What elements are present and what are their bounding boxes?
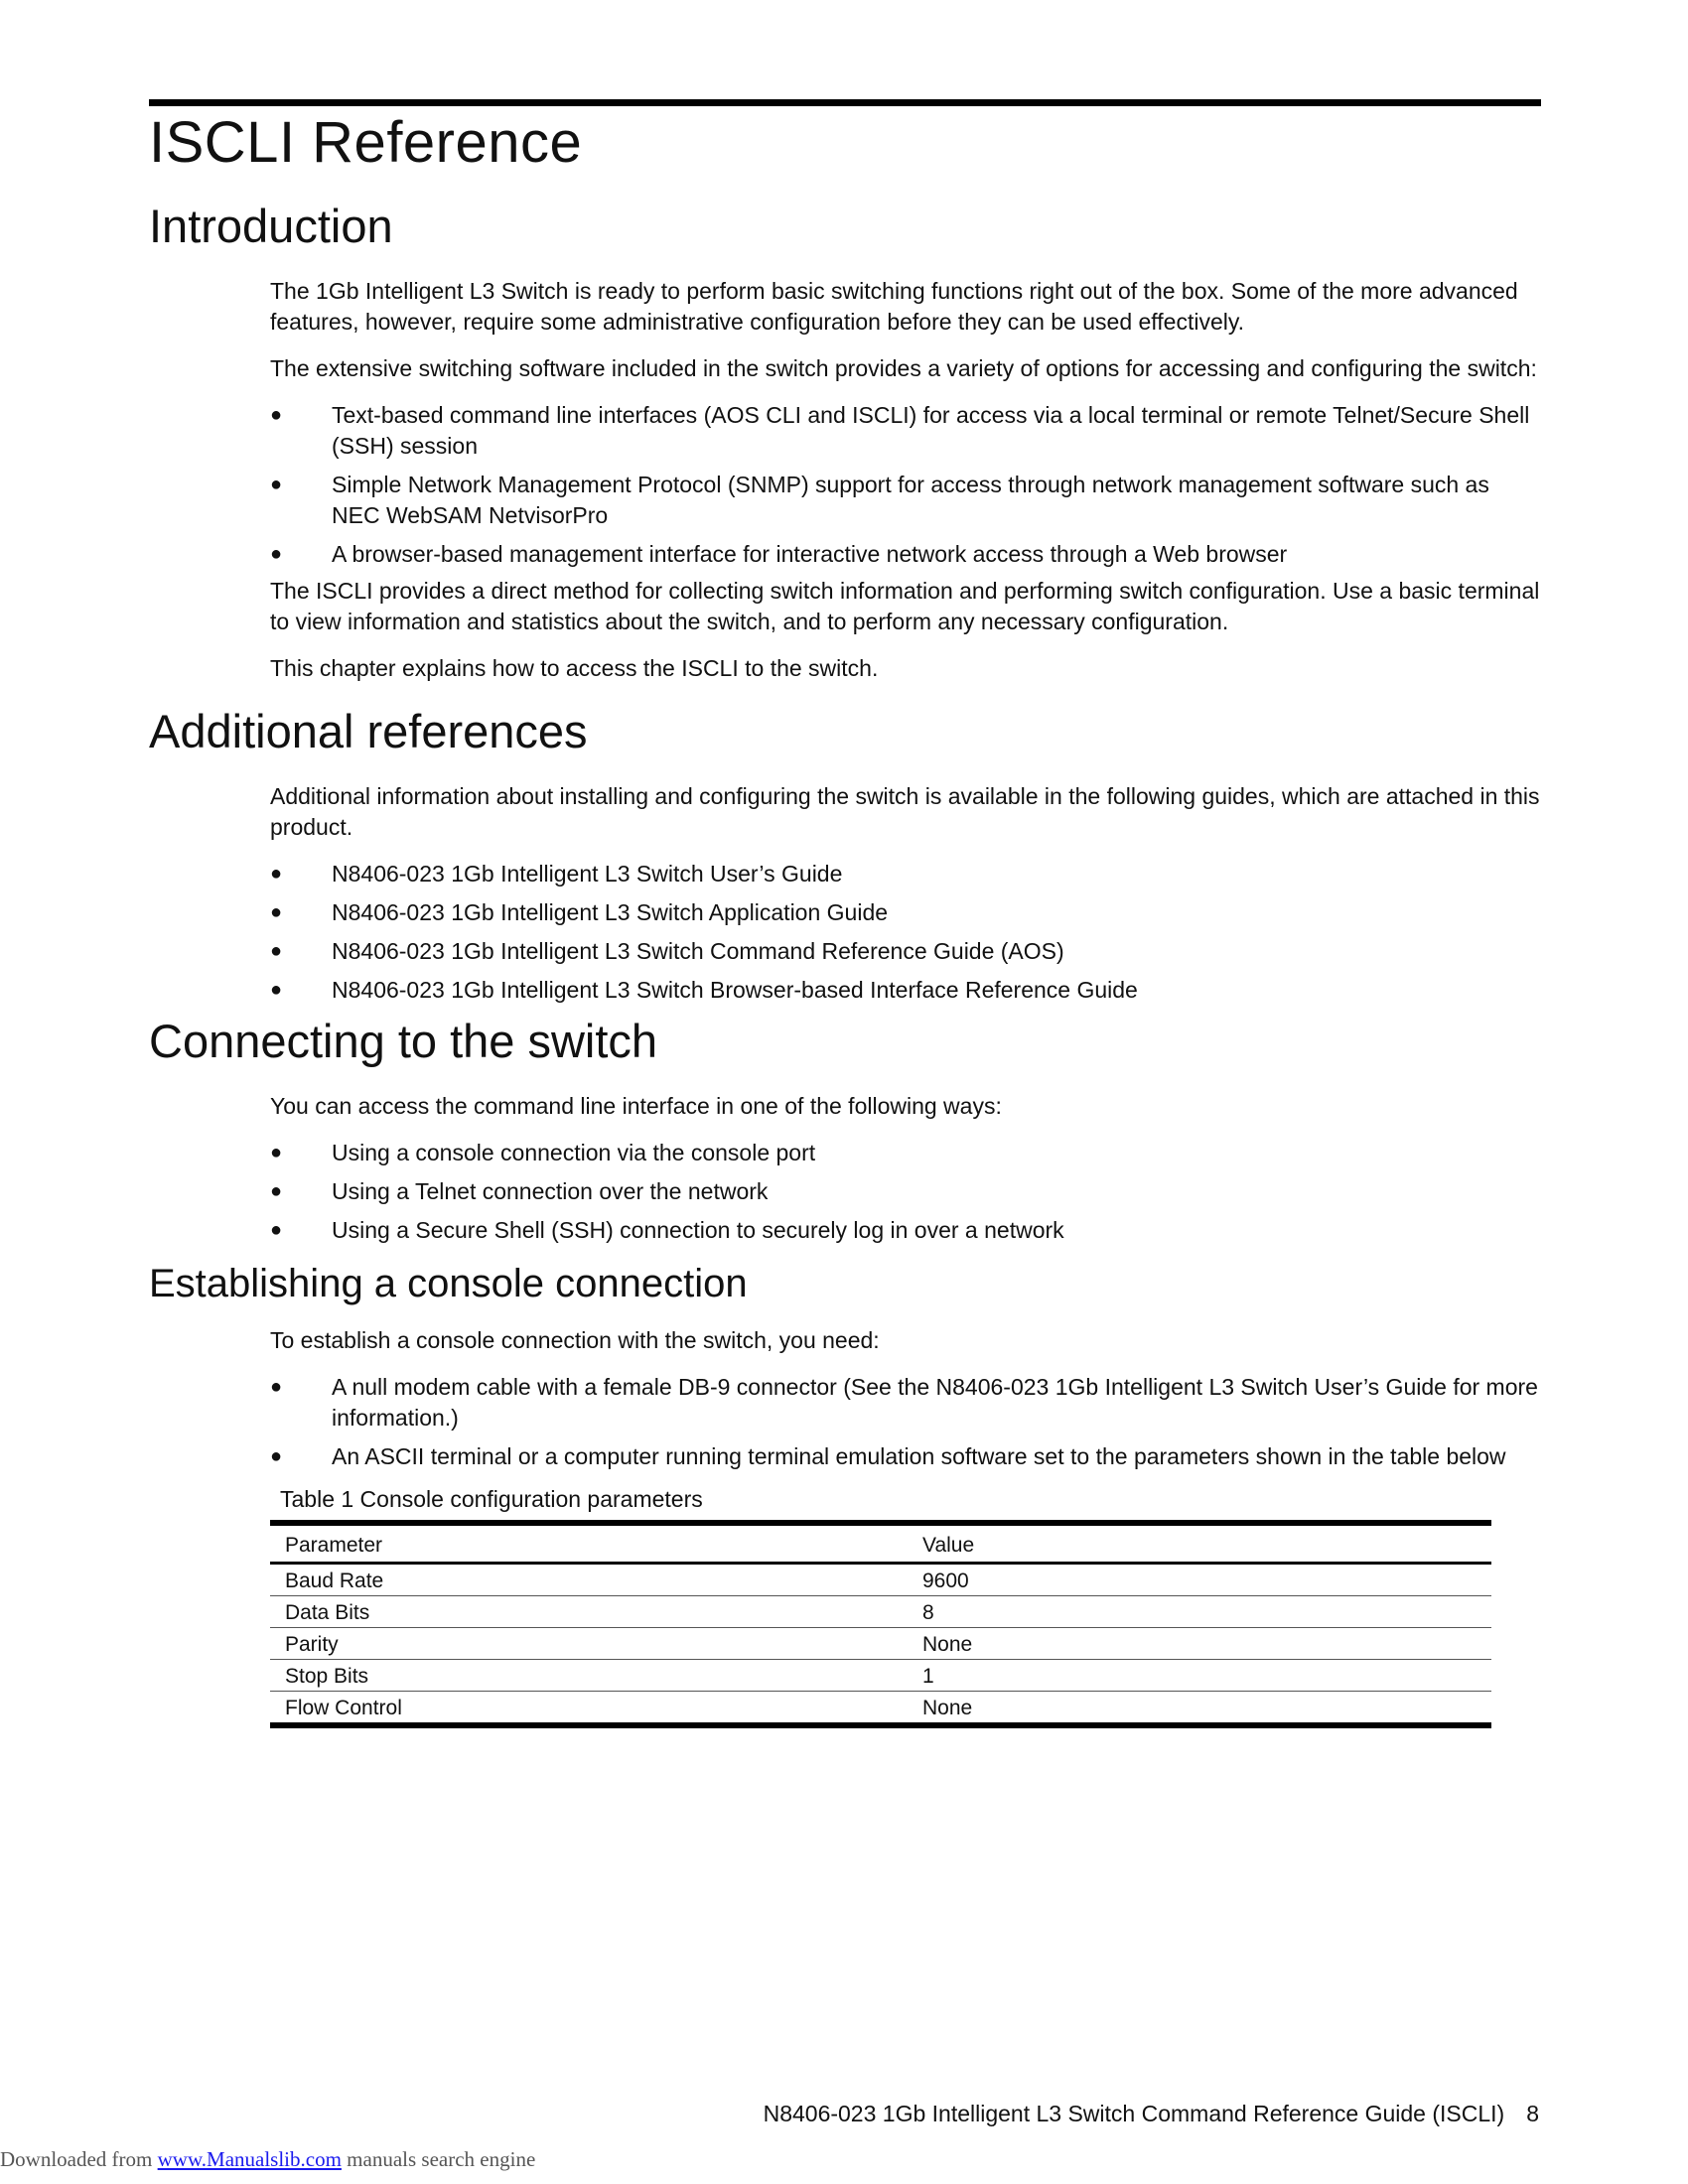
list-item [270,1215,1541,1246]
list-item [270,859,1541,889]
column-header-value: Value [908,1523,1491,1564]
page-content [149,199,1541,1728]
list-item-text: Using a Secure Shell (SSH) connection to securely log in over a network [332,1217,1064,1243]
section-heading-additional-references: Additional references [149,705,588,757]
bullet-icon: ● [270,404,283,426]
bullet-icon: ● [270,1180,283,1202]
access-options-list [270,400,1541,570]
bullet-icon: ● [270,474,283,495]
introduction-paragraph: This chapter explains how to access the ISCLI to the switch. [270,655,879,681]
table-cell: Stop Bits [270,1660,908,1692]
list-item-text: Text-based command line interfaces (AOS CLI and ISCLI) for access via a local terminal or remote Telnet/Secure Shell (SSH) session [332,402,1530,459]
introduction-paragraph: The extensive switching software included in the switch provides a variety of options for accessing and configuring the switch: [270,355,1537,381]
bullet-icon: ● [270,543,283,565]
table-cell: Baud Rate [270,1564,908,1596]
table-row [270,1564,1491,1596]
reference-guides-list [270,859,1541,1006]
list-item-text: Using a console connection via the console port [332,1140,816,1165]
chapter-top-rule [149,99,1541,106]
table-cell: None [908,1692,1491,1726]
download-banner [0,2147,535,2172]
list-item-text: N8406-023 1Gb Intelligent L3 Switch Command Reference Guide (AOS) [332,938,1064,964]
section-heading-connecting: Connecting to the switch [149,1015,658,1067]
page-footer [764,2099,1539,2128]
list-item [270,1441,1541,1472]
list-item [270,936,1541,967]
table-cell: 1 [908,1660,1491,1692]
bullet-icon: ● [270,1445,283,1467]
manualslib-link[interactable]: www.Manualslib.com [157,2147,342,2171]
list-item [270,400,1541,462]
list-item-text: N8406-023 1Gb Intelligent L3 Switch Application Guide [332,899,889,925]
bullet-icon: ● [270,863,283,885]
table-caption: Table 1 Console configuration parameters [280,1486,703,1512]
bullet-icon: ● [270,1142,283,1163]
table-row [270,1596,1491,1628]
download-banner-suffix: manuals search engine [341,2147,536,2171]
section-connecting [149,1014,1541,1246]
table-row [270,1628,1491,1660]
column-header-parameter: Parameter [270,1523,908,1564]
chapter-title: ISCLI Reference [149,110,583,175]
list-item [270,470,1541,531]
list-item [270,1138,1541,1168]
additional-references-body [270,781,1541,1006]
page-number: 8 [1526,2101,1539,2126]
table-cell: Flow Control [270,1692,908,1726]
introduction-paragraph: The ISCLI provides a direct method for collecting switch information and performing switch configuration. Use a basic terminal to view information and statistics about the switch, and to perform any necessary configuration. [270,578,1540,634]
list-item-text: Simple Network Management Protocol (SNMP) support for access through network management software such as NEC WebSAM NetvisorPro [332,472,1489,528]
download-banner-prefix: Downloaded from [0,2147,158,2171]
console-requirements-list [270,1372,1541,1472]
connecting-body [270,1091,1541,1246]
table-cell: 8 [908,1596,1491,1628]
table-header-row [270,1523,1491,1564]
list-item-text: A null modem cable with a female DB-9 connector (See the N8406-023 1Gb Intelligent L3 Switch User’s Guide for more information.) [332,1374,1538,1431]
table-cell: Data Bits [270,1596,908,1628]
subsection-heading-console: Establishing a console connection [149,1262,748,1305]
bullet-icon: ● [270,1219,283,1241]
list-item-text: Using a Telnet connection over the network [332,1178,769,1204]
table-row [270,1660,1491,1692]
list-item-text: N8406-023 1Gb Intelligent L3 Switch User’s Guide [332,861,843,887]
list-item-text: N8406-023 1Gb Intelligent L3 Switch Browser-based Interface Reference Guide [332,977,1138,1003]
bullet-icon: ● [270,979,283,1001]
section-console-connection [149,1260,1541,1728]
console-parameters-table [270,1520,1491,1728]
console-paragraph: To establish a console connection with the switch, you need: [270,1327,880,1353]
connecting-paragraph: You can access the command line interface in one of the following ways: [270,1093,1002,1119]
list-item-text: A browser-based management interface for interactive network access through a Web browser [332,541,1288,567]
table-cell: Parity [270,1628,908,1660]
connection-methods-list [270,1138,1541,1246]
list-item [270,1372,1541,1433]
table-cell: 9600 [908,1564,1491,1596]
section-heading-introduction: Introduction [149,200,393,252]
bullet-icon: ● [270,901,283,923]
additional-references-paragraph: Additional information about installing and configuring the switch is available in the following guides, which are attached in this product. [270,783,1540,840]
table-row [270,1692,1491,1726]
section-additional-references [149,704,1541,1006]
list-item-text: An ASCII terminal or a computer running terminal emulation software set to the parameters shown in the table below [332,1443,1506,1469]
list-item [270,539,1541,570]
introduction-body [270,276,1541,684]
list-item [270,897,1541,928]
section-introduction [149,199,1541,684]
list-item [270,1176,1541,1207]
list-item [270,975,1541,1006]
introduction-paragraph: The 1Gb Intelligent L3 Switch is ready to perform basic switching functions right out of the box. Some of the more advanced features, however, require some administrative configuration before they can be used effectively. [270,278,1518,335]
bullet-icon: ● [270,1376,283,1398]
bullet-icon: ● [270,940,283,962]
footer-title: N8406-023 1Gb Intelligent L3 Switch Command Reference Guide (ISCLI) [763,2101,1505,2126]
table-cell: None [908,1628,1491,1660]
console-body [270,1325,1541,1728]
